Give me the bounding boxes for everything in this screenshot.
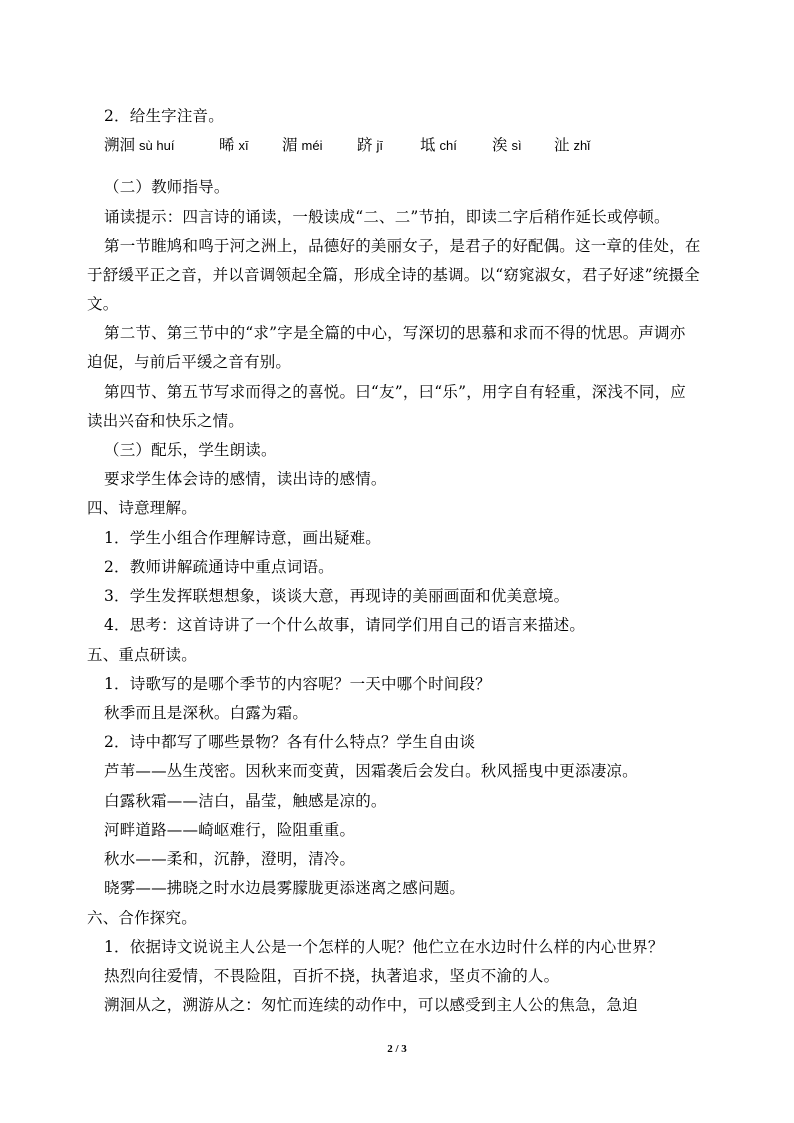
text-line: 秋季而且是深秋。白露为霜。	[104, 704, 309, 722]
pinyin-item	[282, 135, 322, 156]
text-line: 第一节睢鸠和鸣于河之洲上，品德好的美丽女子，是君子的好配偶。这一章的佳处，在	[104, 237, 701, 255]
text-line: 秋水——柔和，沉静，澄明，清冷。	[104, 850, 356, 868]
pinyin-text: zhǐ	[573, 138, 591, 153]
text-line: 河畔道路——崎岖难行，险阻重重。	[104, 821, 356, 839]
text-line: 要求学生体会诗的感情，读出诗的感情。	[104, 470, 387, 488]
text-line: 诵读提示：四言诗的诵读，一般读成“二、二”节拍，即读二字后稍作延长或停顿。	[104, 208, 670, 226]
text-line: 热烈向往爱情，不畏险阻，百折不挠，执著追求，坚贞不渝的人。	[104, 967, 560, 985]
pinyin-item	[420, 135, 457, 156]
text-line: 1．学生小组合作理解诗意，画出疑难。	[104, 529, 381, 547]
text-line: （三）配乐，学生朗读。	[104, 441, 277, 459]
text-line: 1．诗歌写的是哪个季节的内容呢？一天中哪个时间段？	[104, 675, 491, 693]
text-line: 1．依据诗文说说主人公是一个怎样的人呢？他伫立在水边时什么样的内心世界？	[104, 938, 664, 956]
pinyin-item	[357, 135, 383, 156]
text-line: 芦苇——丛生茂密。因秋来而变黄，因霜袭后会发白。秋风摇曳中更添凄凉。	[104, 762, 638, 780]
text-line: 白露秋霜——洁白，晶莹，触感是凉的。	[104, 792, 387, 810]
pinyin-char: 湄	[282, 136, 298, 154]
pinyin-char: 涘	[492, 136, 508, 154]
pinyin-text: xī	[238, 138, 249, 153]
text-line: 晓雾——拂晓之时水边晨雾朦胧更添迷离之感问题。	[104, 879, 466, 897]
pinyin-char: 沚	[554, 136, 570, 154]
pinyin-item	[219, 135, 249, 156]
text-line: 溯洄从之，溯游从之：匆忙而连续的动作中，可以感受到主人公的焦急，急迫	[104, 996, 638, 1014]
pinyin-item	[492, 135, 522, 156]
section-heading: 四、诗意理解。	[87, 499, 197, 517]
pinyin-text: méi	[301, 138, 323, 153]
pinyin-text: chí	[439, 138, 457, 153]
pinyin-char: 晞	[219, 136, 235, 154]
text-line: 第四节、第五节写求而得之的喜悦。曰“友”，曰“乐”，用字自有轻重，深浅不同，应	[104, 383, 686, 401]
text-line: 2．教师讲解疏通诗中重点词语。	[104, 558, 334, 576]
text-line: （二）教师指导。	[104, 178, 230, 196]
section-heading: 六、合作探究。	[87, 909, 197, 927]
pinyin-text: sì	[511, 138, 522, 153]
text-line: 2．给生字注音。	[104, 107, 224, 125]
section-heading: 五、重点研读。	[87, 646, 197, 664]
text-line: 2．诗中都写了哪些景物？各有什么特点？学生自由谈	[104, 733, 476, 751]
text-line: 迫促，与前后平缓之音有别。	[87, 353, 292, 371]
text-line: 第二节、第三节中的“求”字是全篇的中心，写深切的思慕和求而不得的忧思。声调亦	[104, 324, 686, 342]
pinyin-row	[0, 135, 794, 159]
text-line: 3．学生发挥联想想象，谈谈大意，再现诗的美丽画面和优美意境。	[104, 587, 570, 605]
text-line: 于舒缓平正之音，并以音调领起全篇，形成全诗的基调。以“窈窕淑女，君子好逑”统摄全	[87, 266, 700, 284]
pinyin-char: 坻	[420, 136, 436, 154]
pinyin-item	[104, 135, 174, 156]
pinyin-text: sù huí	[139, 138, 175, 153]
pinyin-char: 溯洄	[104, 136, 136, 154]
text-line: 4．思考：这首诗讲了一个什么故事，请同学们用自己的语言来描述。	[104, 616, 586, 634]
page-number: 2 / 3	[387, 1043, 407, 1055]
pinyin-char: 跻	[357, 136, 373, 154]
text-line: 文。	[87, 295, 119, 313]
text-line: 读出兴奋和快乐之情。	[87, 412, 245, 430]
pinyin-text: jī	[376, 138, 384, 153]
pinyin-item	[554, 135, 590, 156]
